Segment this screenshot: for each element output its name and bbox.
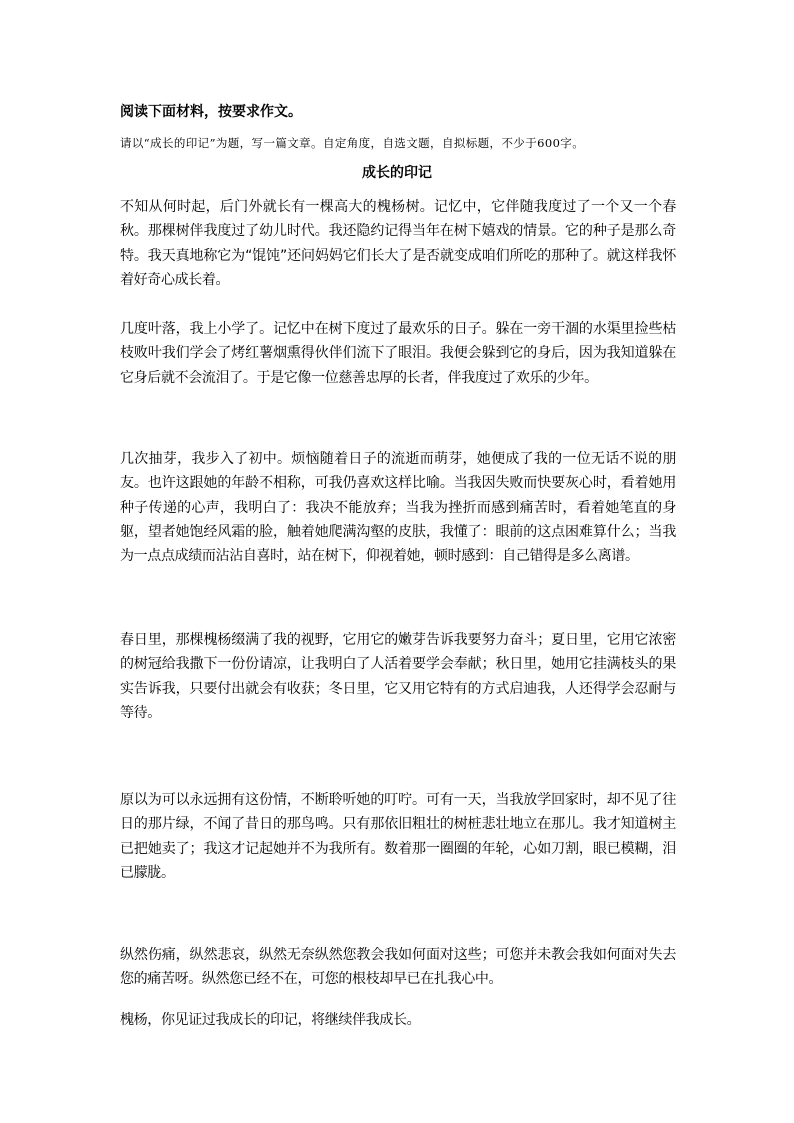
essay-prompt: 请以“成长的印记”为题，写一篇文章。自定角度，自选文题，自拟标题，不少于600字。 xyxy=(120,136,585,150)
essay-paragraph-6: 纵然伤痛，纵然悲哀，纵然无奈纵然您教会我如何面对这些；可您并未教会我如何面对失去您的痛苦呀。纵然您已经不在，可您的根枝却早已在扎我心中。 xyxy=(120,947,676,988)
instruction-heading: 阅读下面材料，按要求作文。 xyxy=(120,104,302,120)
essay-paragraph-3: 几次抽芽，我步入了初中。烦恼随着日子的流逝而萌芽，她便成了我的一位无话不说的朋友。也许这跟她的年龄不相称，可我仍喜欢这样比喻。当我因失败而快要灰心时，看着她用种子传递的心声，我明白了：我决不能放弃；当我为挫折而感到痛苦时，看着她笔直的身躯，望者她饱经风霜的脸，触着她爬满沟壑的皮肤，我懂了：眼前的这点困难算什么；当我为一点点成绩而沾沾自喜时，站在树下，仰视着她，顿时感到：自己错得是多么离谱。 xyxy=(120,451,676,565)
essay-paragraph-2: 几度叶落，我上小学了。记忆中在树下度过了最欢乐的日子。躲在一旁干涸的水渠里捡些枯枝败叶我们学会了烤红薯烟熏得伙伴们流下了眼泪。我便会躲到它的身后，因为我知道躲在它身后就不会流泪了。于是它像一位慈善忠厚的长者，伴我度过了欢乐的少年。 xyxy=(120,321,676,386)
essay-paragraph-1: 不知从何时起，后门外就长有一棵高大的槐杨树。记忆中，它伴随我度过了一个又一个春秋。那棵树伴我度过了幼儿时代。我还隐约记得当年在树下嬉戏的情景。它的种子是那么奇特。我天真地称它为“馄饨”还问妈妈它们长大了是否就变成咱们所吃的那种了。就这样我怀着好奇心成长着。 xyxy=(120,199,676,288)
essay-title: 成长的印记 xyxy=(362,165,432,181)
essay-paragraph-4: 春日里，那棵槐杨缀满了我的视野，它用它的嫩芽告诉我要努力奋斗；夏日里，它用它浓密的树冠给我撒下一份份请凉，让我明白了人活着要学会奉献；秋日里，她用它挂满枝头的果实告诉我，只要付出就会有收获；冬日里，它又用它特有的方式启迪我，人还得学会忍耐与等待。 xyxy=(120,632,676,721)
essay-paragraph-7: 槐杨，你见证过我成长的印记，将继续伴我成长。 xyxy=(120,1012,421,1028)
essay-paragraph-5: 原以为可以永远拥有这份情，不断聆听她的叮咛。可有一天，当我放学回家时，却不见了往日的那片绿，不闻了昔日的那鸟鸣。只有那依旧粗壮的树桩悲壮地立在那儿。我才知道树主已把她卖了；我这才记起她并不为我所有。数着那一圈圈的年轮，心如刀割，眼已模糊，泪已朦胧。 xyxy=(120,792,676,881)
